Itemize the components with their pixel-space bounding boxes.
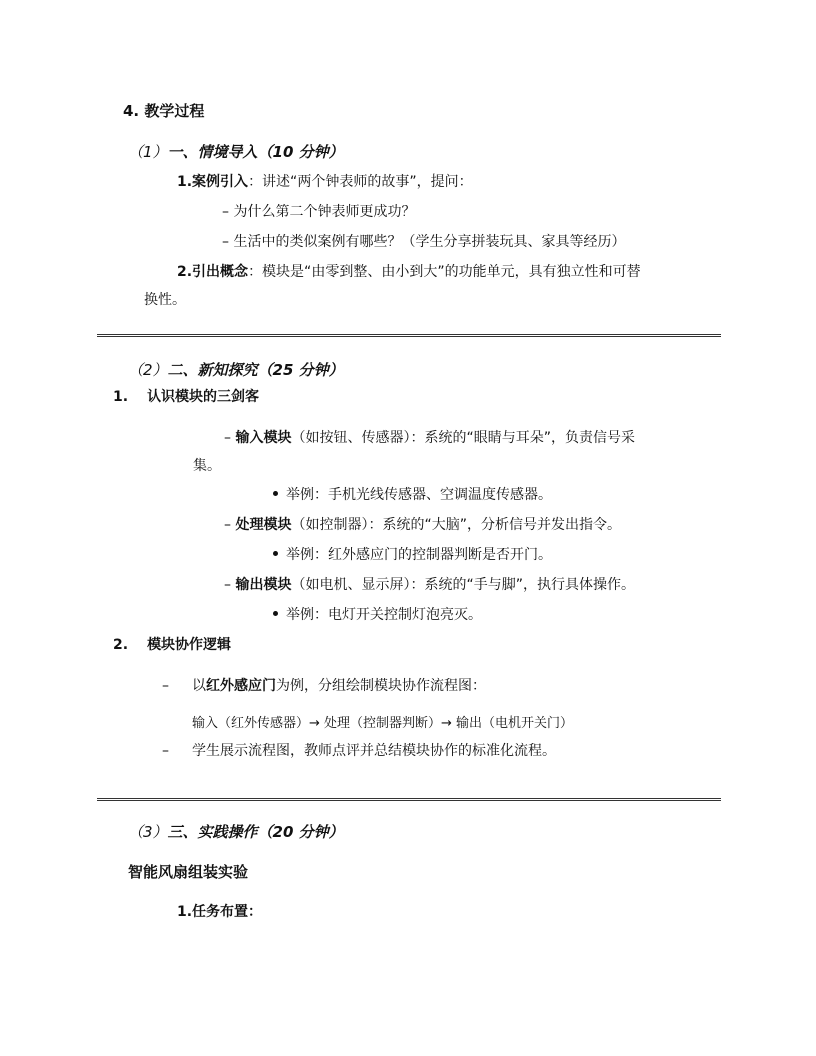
item2-label: 2.引出概念	[177, 264, 249, 280]
bullet-icon	[273, 491, 278, 496]
input-module-label: 输入模块	[235, 430, 292, 446]
item1-label: 1.案例引入	[177, 174, 249, 190]
part1-dash1: – 为什么第二个钟表师更成功？	[222, 204, 416, 220]
part3-number: （3）	[128, 823, 168, 841]
part2-h2	[113, 635, 231, 655]
output-module-line: – 输出模块（如电机、显示屏）：系统的“手与脚”，执行具体操作。	[224, 577, 635, 593]
part3-heading	[128, 822, 344, 842]
input-module-example: 举例：手机光线传感器、空调温度传感器。	[273, 485, 552, 505]
section-divider	[97, 334, 721, 337]
flow-line: 输入（红外传感器）→ 处理（控制器判断）→ 输出（电机开关门）	[192, 716, 574, 731]
item1-text: ：讲述“两个钟表师的故事”，提问：	[248, 174, 473, 190]
process-module-example: 举例：红外感应门的控制器判断是否开门。	[273, 545, 552, 565]
part1-dash2: – 生活中的类似案例有哪些？（学生分享拼装玩具、家具等经历）	[222, 234, 626, 250]
input-module-line: – 输入模块（如按钮、传感器）：系统的“眼睛与耳朵”，负责信号采	[224, 430, 635, 446]
collab-line1: – 以红外感应门为例，分组绘制模块协作流程图：	[162, 678, 486, 694]
output-module-label: 输出模块	[235, 577, 292, 593]
process-module-line: – 处理模块（如控制器）：系统的“大脑”，分析信号并发出指令。	[224, 517, 621, 533]
input-module-text: （如按钮、传感器）：系统的“眼睛与耳朵”，负责信号采	[291, 430, 635, 446]
output-module-example: 举例：电灯开关控制灯泡亮灭。	[273, 605, 482, 625]
part1-item1	[177, 172, 473, 192]
bullet-icon	[273, 611, 278, 616]
item2-text: ：模块是“由零到整、由小到大”的功能单元，具有独立性和可替	[248, 264, 641, 280]
task-heading: 1.任务布置：	[177, 904, 263, 920]
collab-line2: – 学生展示流程图，教师点评并总结模块协作的标准化流程。	[162, 743, 556, 759]
section-divider	[97, 798, 721, 801]
part1-item2	[177, 262, 641, 282]
h2-number: 2.	[113, 637, 129, 653]
part1-title: 一、情境导入（10 分钟）	[167, 143, 344, 161]
collab-bold: 红外感应门	[206, 678, 276, 694]
part1-heading	[128, 142, 344, 162]
part2-number: （2）	[128, 361, 168, 379]
part1-number: （1）	[128, 143, 168, 161]
part2-heading	[128, 360, 344, 380]
output-module-text: （如电机、显示屏）：系统的“手与脚”，执行具体操作。	[291, 577, 635, 593]
part3-title: 三、实践操作（20 分钟）	[167, 823, 344, 841]
part1-item2-cont: 换性。	[144, 292, 186, 308]
h1-number: 1.	[113, 389, 129, 405]
section-title: 4. 教学过程	[123, 102, 205, 120]
experiment-title: 智能风扇组装实验	[128, 863, 249, 881]
h1-label: 认识模块的三剑客	[147, 389, 260, 405]
part2-h1	[113, 387, 259, 407]
process-module-label: 处理模块	[235, 517, 292, 533]
input-module-cont: 集。	[193, 458, 221, 474]
part2-title: 二、新知探究（25 分钟）	[167, 361, 344, 379]
process-module-text: （如控制器）：系统的“大脑”，分析信号并发出指令。	[291, 517, 621, 533]
bullet-icon	[273, 551, 278, 556]
h2-label: 模块协作逻辑	[147, 637, 232, 653]
